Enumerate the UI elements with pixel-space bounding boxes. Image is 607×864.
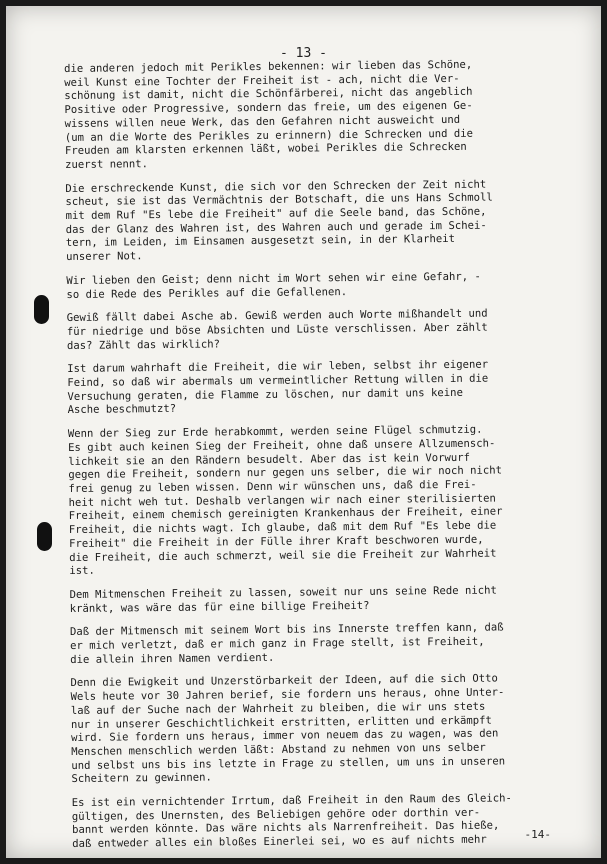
text-line: kränkt, was wäre das für eine billige Freiheit? [69,599,370,615]
text-line: Es gibt auch keinen Sieg der Freiheit, ohne daß unsere Allzumensch- [67,437,496,454]
text-line: für niedrige und böse Absichten und Lüste verschlissen. Aber zählt [66,321,488,338]
text-line: unserer Not. [65,250,143,264]
text-line: mit dem Ruf "Es lebe die Freiheit" auf die Seele band, das Schöne, [65,205,487,223]
text-line: die allein ihren Namen verdient. [70,651,275,666]
text-line: das der Glanz des Wahren ist, des Wahren auch und gerade im Schei- [65,219,487,236]
text-line: Versuchung geraten, die Flamme zu löschen, nur damit uns keine [67,386,463,403]
text-line: nur in unserer Geschichtlichkeit erstritten, erlitten und erkämpft [70,714,492,731]
text-line: weil Kunst eine Tochter der Freiheit ist - ach, nicht die Ver- [64,72,460,89]
text-line: Menschen menschlich werden läßt: Abstand zu nehmen von uns selber [71,741,486,758]
text-line: Asche beschmutzt? [67,403,177,417]
text-line: Freiheit" die Freiheit in der Fülle ihrer Kraft beschworen wurde, [68,533,484,550]
text-line: gültigen, des Unernsten, des Beliebigen gehöre oder dorthin ver- [71,806,481,823]
text-line: Wels heute vor 30 Jahren berief, sie fordern uns heraus, ohne Unter- [70,686,505,704]
text-line: Es ist ein vernichtender Irrtum, daß Freiheit in den Raum des Gleich- [71,792,512,810]
text-line: und selbst uns bis ins letzte in Frage zu stellen, um uns in unseren [71,755,506,772]
text-line: Freuden am klarsten erkennen läßt, wobei Perikles die Schrecken [64,141,467,158]
text-line: Daß der Mitmensch mit seinem Wort bis ins Innerste treffen kann, daß [69,621,504,639]
text-line: er mich verletzt, daß er mich ganz in Frage stellt, ist Freiheit, [70,635,485,652]
text-line: wird. Sie fordern uns heraus, immer von neuem das zu wagen, was den [71,727,499,745]
punch-hole-top [34,295,49,324]
text-line: so die Rede des Perikles auf die Gefallenen. [66,285,348,301]
text-line: gegen die Freiheit, sondern nur gegen uns selber, die wir noch nicht [68,464,503,482]
text-line: Dem Mitmenschen Freiheit zu lassen, soweit nur uns seine Rede nicht [69,584,497,601]
paragraph [67,358,588,418]
continuation-marker: -14- [524,828,551,841]
text-line: daß entweder alles ein bloßes Einerlei sei, wo es auf nichts mehr [72,833,487,851]
text-line: ist. [69,564,95,578]
paragraph [64,58,585,173]
text-line: wissens willen neue Werk, das den Gefahren nicht ausweicht und [64,113,461,130]
text-line: die Freiheit, die auch schmerzt, weil sie die Freiheit zur Wahrheit [69,546,497,564]
text-line: Wenn der Sieg zur Erde herabkommt, werden seine Flügel schmutzig. [67,423,483,441]
text-line: Ist darum wahrhaft die Freiheit, die wir leben, selbst ihr eigener [67,358,489,376]
text-line: bannt werden könnte. Das wäre nichts als Narrenfreiheit. Das hieße, [71,819,500,837]
document-page [6,6,601,858]
text-line: das? Zählt das wirklich? [66,338,221,352]
page-number: - 13 - [280,46,327,61]
paragraph [68,423,590,579]
paragraph [66,269,586,302]
text-line: lichkeit sie an den Rändern besudelt. Aber das ist kein Vorwurf [68,451,471,468]
text-line: Scheitern zu gewinnen. [71,771,212,786]
paragraph [70,583,590,616]
text-line: Freiheit, einem chemisch gereinigten Krankenhaus der Freiheit, einer [68,505,503,523]
punch-hole-bottom [37,522,52,551]
paragraph [70,672,591,787]
text-line: heit nicht weh tut. Deshalb verlangen wir nach einer sterilisierten [68,492,496,509]
text-line: scheut, sie ist das Vermächtnis der Botschaft, die uns Hans Schmoll [65,191,493,209]
text-line: zuerst nennt. [65,158,149,171]
paragraph [65,177,586,265]
text-line: tern, im Leiden, im Einsamen ausgesetzt sein, in der Klarheit [65,233,455,250]
text-line: schönung ist damit, nicht die Schönfärberei, nicht das angeblich [64,86,473,103]
text-line: Feind, so daß wir abermals um vermeintlicher Rettung willen in die [67,372,489,390]
text-line: Freiheit, die nichts wagt. Ich glaube, daß mit dem Ruf "Es lebe die [68,519,497,537]
text-line: Wir lieben den Geist; denn nicht im Wort sehen wir eine Gefahr, - [66,270,481,287]
paragraph [72,792,593,852]
paragraph [70,621,590,668]
text-line: (um an die Worte des Perikles zu erinnern) die Schrecken und die [64,127,474,144]
text-line: die anderen jedoch mit Perikles bekennen: wir lieben das Schöne, [64,58,473,75]
text-line: Positive oder Progressive, sondern das freie, um des eigenen Ge- [64,99,473,117]
body-text [64,58,592,858]
text-line: Die erschreckende Kunst, die sich vor den Schrecken der Zeit nicht [65,178,487,195]
text-line: frei genug zu leben wissen. Denn wir wünschen uns, daß die Frei- [68,478,477,495]
text-line: laß auf der Suche nach der Wahrheit zu bleiben, die wir uns stets [70,700,486,717]
paragraph [67,307,587,354]
text-line: Gewiß fällt dabei Asche ab. Gewiß werden auch Worte mißhandelt und [66,307,488,325]
text-line: Denn die Ewigkeit und Unzerstörbarkeit der Ideen, auf die sich Otto [70,672,498,690]
